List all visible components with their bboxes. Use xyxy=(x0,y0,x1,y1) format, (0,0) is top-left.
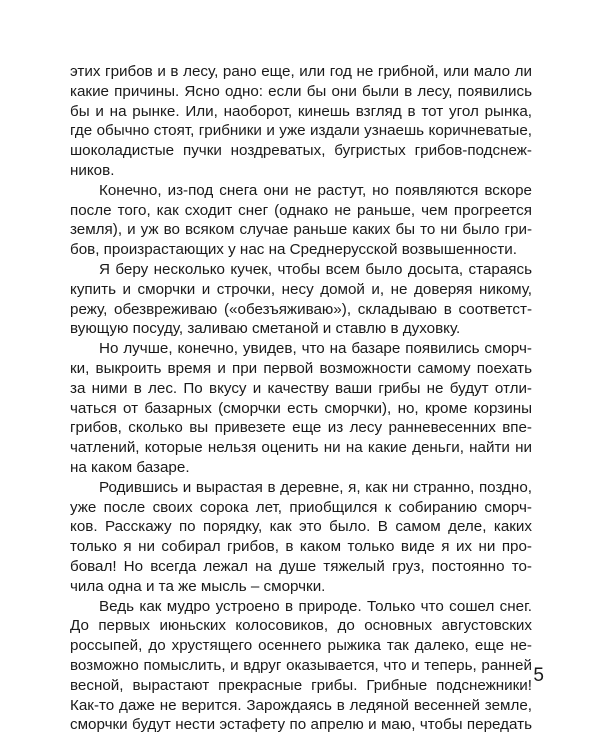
text-line: Конечно, из-под снега они не растут, но появляются вскоре xyxy=(99,181,532,199)
text-line: Родившись и вырастая в деревне, я, как ни странно, поздно, xyxy=(99,478,532,496)
text-line: ников. xyxy=(70,161,115,179)
text-line: какие причины. Ясно одно: если бы они были в лесу, появились xyxy=(70,82,532,100)
text-line: ки, выкроить время и при первой возможности самому поехать xyxy=(70,359,532,377)
text-line: только я ни собирал грибов, в каком только виде я их ни про- xyxy=(70,538,532,556)
page-number: 5 xyxy=(533,665,544,686)
paragraph xyxy=(70,339,532,478)
page-body-text xyxy=(70,62,532,735)
text-line: за ними в лес. По вкусу и качеству ваши грибы не будут отли- xyxy=(70,379,532,397)
text-line: этих грибов и в лесу, рано еще, или год не грибной, или мало ли xyxy=(70,63,532,80)
paragraph xyxy=(70,478,532,597)
paragraph xyxy=(70,181,532,260)
text-line: земля), и уж во всяком случае раньше каких бы то ни было гри- xyxy=(70,221,532,239)
text-line: Но лучше, конечно, увидев, что на базаре появились сморч- xyxy=(99,340,532,358)
text-line: бовал! Но всегда лежал на душе тяжелый груз, постоянно то- xyxy=(70,557,532,575)
text-line: сморчки будут нести эстафету по апрелю и маю, чтобы передать xyxy=(70,716,532,734)
text-line: чила одна и та же мысль – сморчки. xyxy=(70,577,326,595)
text-line: вующую посуду, заливаю сметаной и ставлю в духовку. xyxy=(70,320,461,338)
text-line: режу, обезвреживаю («обезъяживаю»), складываю в соответст- xyxy=(70,300,532,318)
text-line: До первых июньских колосовиков, до основных августовских xyxy=(70,617,532,635)
text-line: бы и на рынке. Или, наоборот, кинешь взгляд в тот угол рынка, xyxy=(70,102,532,120)
text-line: на каком базаре. xyxy=(70,458,190,476)
text-line: где обычно стоят, грибники и уже издали узнаешь коричневатые, xyxy=(70,122,532,140)
text-line: шоколадистые пучки ноздреватых, бугристых грибов-подснеж- xyxy=(70,142,532,160)
text-line: Ведь как мудро устроено в природе. Только что сошел снег. xyxy=(99,597,532,615)
text-line: россыпей, до хрустящего осеннего рыжика так далеко, еще не- xyxy=(70,637,532,655)
text-line: после того, как сходит снег (однако не раньше, чем прогреется xyxy=(70,201,532,219)
text-line: чаться от базарных (сморчки есть сморчки), но, кроме корзины xyxy=(70,399,532,417)
text-line: возможно помыслить, и вдруг оказывается, что и теперь, ранней xyxy=(70,656,532,674)
paragraph xyxy=(70,62,532,181)
text-line: бов, произрастающих у нас на Среднерусской возвышенности. xyxy=(70,241,517,259)
text-line: купить и сморчки и строчки, несу домой и, не доверяя никому, xyxy=(70,280,532,298)
text-line: грибов, сколько вы привезете еще из лесу ранневесенних впе- xyxy=(70,419,532,437)
text-line: весной, вырастают прекрасные грибы. Грибные подснежники! xyxy=(70,676,532,694)
text-line: ков. Расскажу по порядку, как это было. В самом деле, каких xyxy=(70,518,532,536)
paragraph xyxy=(70,597,532,735)
text-line: уже после своих сорока лет, приобщился к собиранию сморч- xyxy=(70,498,532,516)
text-line: Как-то даже не верится. Зарождаясь в ледяной весенней земле, xyxy=(70,696,532,714)
text-line: чатлений, которые нельзя оценить ни на какие деньги, найти ни xyxy=(70,439,532,457)
paragraph xyxy=(70,260,532,339)
text-line: Я беру несколько кучек, чтобы всем было досыта, стараясь xyxy=(99,260,532,278)
